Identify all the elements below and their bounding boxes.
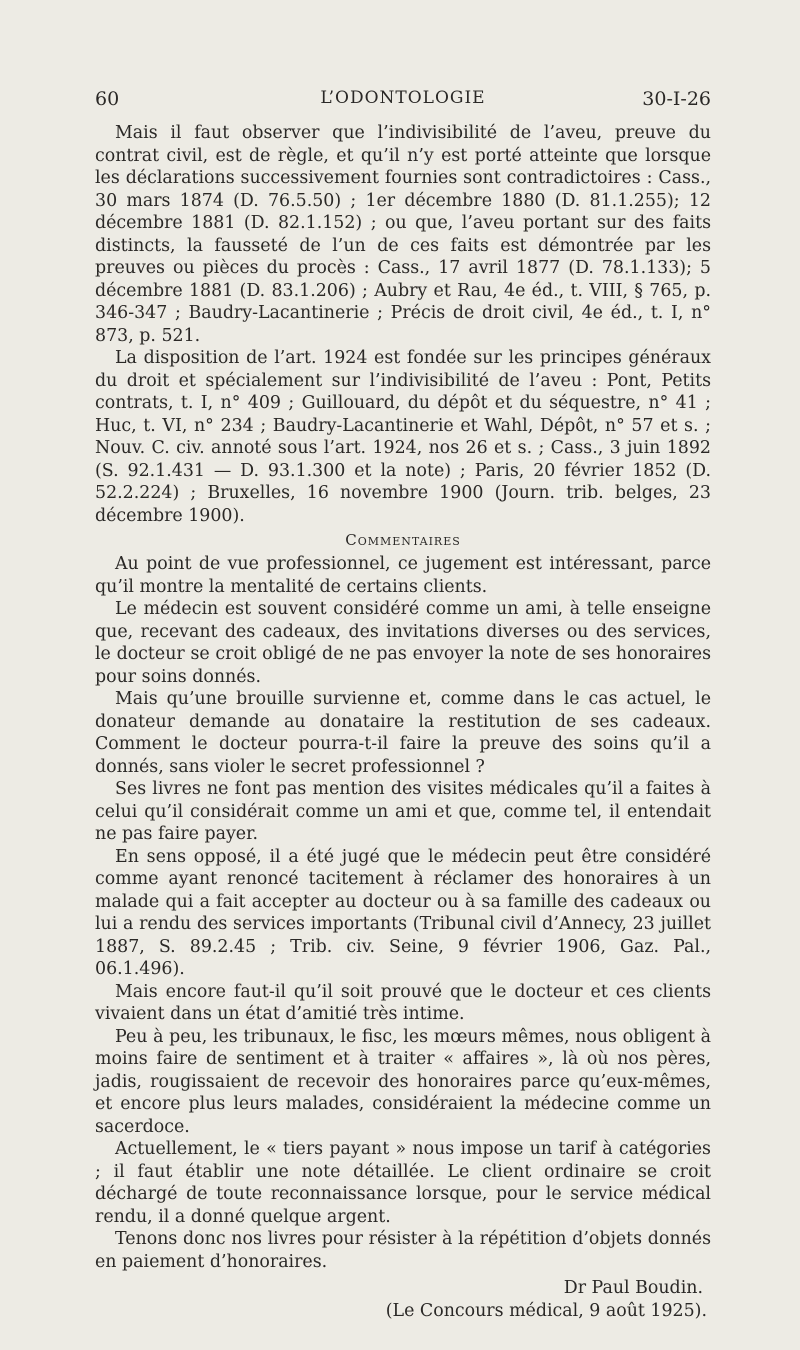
author-signature: Dr Paul Boudin. — [563, 1278, 703, 1298]
paragraph: En sens opposé, il a été jugé que le médecin peut être considéré comme ayant renoncé tacitement à réclamer des honoraires à un malade qui a fait accepter au docteur ou à sa famille des cadeaux ou lui a rendu des services importants (Tribunal civil d’Annecy, 23 juillet 1887, S. 89.2.45 ; Trib. civ. Seine, 9 février 1906, Gaz. Pal., 06.1.496). — [95, 846, 711, 979]
paragraph: Au point de vue professionnel, ce jugement est intéressant, parce qu’il montre la mentalité de certains clients. — [95, 554, 711, 597]
signature-block — [95, 1277, 711, 1322]
source-citation: (Le Concours médical, 9 août 1925). — [385, 1300, 707, 1321]
running-header — [95, 88, 711, 122]
article-body — [95, 122, 711, 1273]
paragraph: La disposition de l’art. 1924 est fondée sur les principes généraux du droit et spécialement sur l’indivisibilité de l’aveu : Pont, Petits contrats, t. I, n° 409 ; Guillouard, du dépôt et du séquestre, n° 41 ; Huc, t. VI, n° 234 ; Baudry-Lacantinerie et Wahl, Dépôt, n° 57 et s. ; Nouv. C. civ. annoté sous l’art. 1924, nos 26 et s. ; Cass., 3 juin 1892 (S. 92.1.431 — D. 93.1.300 et la note) ; Paris, 20 février 1852 (D. 52.2.224) ; Bruxelles, 16 novembre 1900 (Journ. trib. belges, 23 décembre 1900). — [95, 348, 711, 526]
paragraph: Mais qu’une brouille survienne et, comme dans le cas actuel, le donateur demande au donataire la restitution de ses cadeaux. Comment le docteur pourra-t-il faire la preuve des soins qu’il a donnés, sans violer le secret professionnel ? — [95, 689, 711, 777]
section-title: Commentaires — [345, 531, 461, 549]
paragraph: Ses livres ne font pas mention des visites médicales qu’il a faites à celui qu’il considérait comme un ami et que, comme tel, il entendait ne pas faire payer. — [95, 779, 711, 844]
paragraph: Mais il faut observer que l’indivisibilité de l’aveu, preuve du contrat civil, est de règle, et qu’il n’y est porté atteinte que lorsque les déclarations successivement fournies sont contradictoires : Cass., 30 mars 1874 (D. 76.5.50) ; 1er décembre 1880 (D. 81.1.255); 12 décembre 1881 (D. 82.1.152) ; ou que, l’aveu portant sur des faits distincts, la fausseté de l’un de ces faits est démontrée par les preuves ou pièces du procès : Cass., 17 avril 1877 (D. 78.1.133); 5 décembre 1881 (D. 83.1.206) ; Aubry et Rau, 4e éd., t. VIII, § 765, p. 346-347 ; Baudry-Lacantinerie ; Précis de droit civil, 4e éd., t. I, n° 873, p. 521. — [95, 123, 711, 346]
paragraph: Peu à peu, les tribunaux, le fisc, les mœurs mêmes, nous obligent à moins faire de sentiment et à traiter « affaires », là où nos pères, jadis, rougissaient de recevoir des honoraires parce qu’eux-mêmes, et encore plus leurs malades, considéraient la médecine comme un sacerdoce. — [95, 1026, 711, 1137]
issue-date: 30-I-26 — [642, 88, 711, 110]
page — [95, 88, 711, 1322]
paragraph: Tenons donc nos livres pour résister à la répétition d’objets donnés en paiement d’honoraires. — [95, 1229, 711, 1272]
paragraph: Le médecin est souvent considéré comme un ami, à telle enseigne que, recevant des cadeaux, des invitations diverses ou des services, le docteur se croit obligé de ne pas envoyer la note de ses honoraires pour soins donnés. — [95, 599, 711, 687]
paragraph: Actuellement, le « tiers payant » nous impose un tarif à catégories ; il faut établir une note détaillée. Le client ordinaire se croit déchargé de toute reconnaissance lorsque, pour le service médical rendu, il a donné quelque argent. — [95, 1139, 711, 1227]
page-number: 60 — [95, 88, 120, 110]
paragraph: Mais encore faut-il qu’il soit prouvé que le docteur et ces clients vivaient dans un état d’amitié très intime. — [95, 981, 711, 1024]
running-title: L’ODONTOLOGIE — [320, 88, 486, 108]
